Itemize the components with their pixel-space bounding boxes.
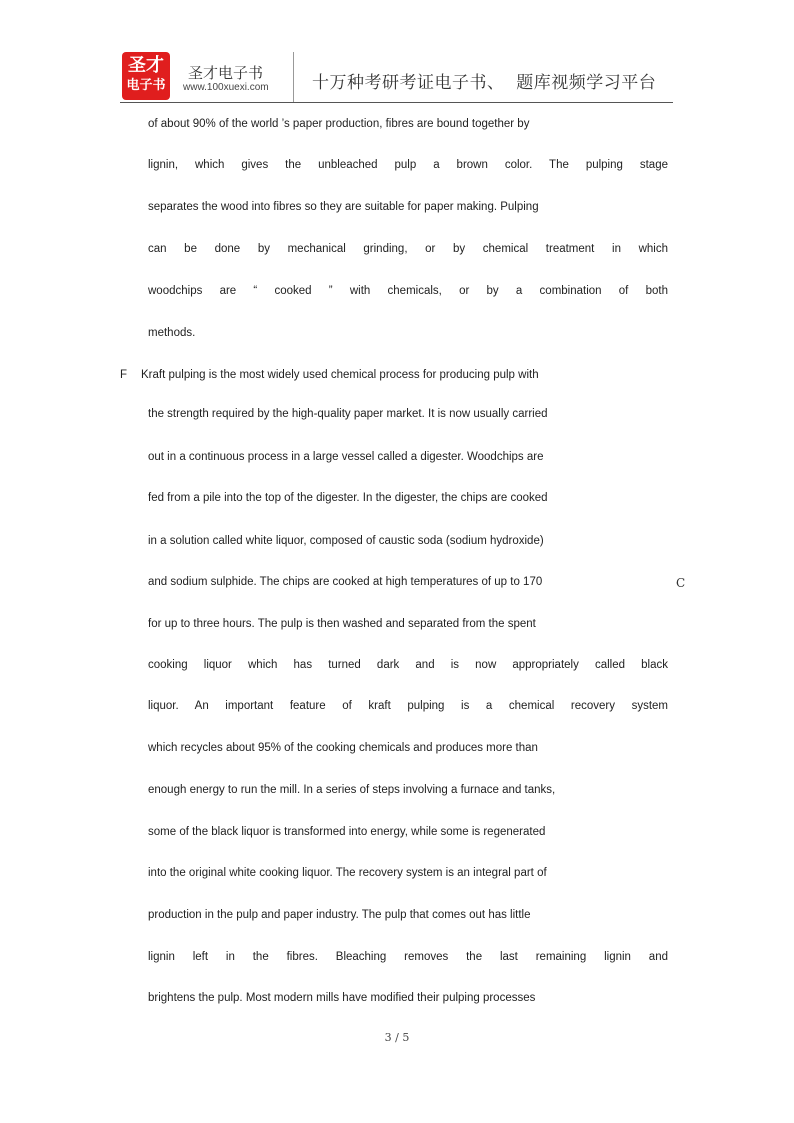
text-line: cooking liquor which has turned dark and is now appropriately called black — [148, 659, 668, 671]
text-line: lignin left in the fibres. Bleaching removes the last remaining lignin and — [148, 951, 668, 963]
brand-logo — [122, 52, 170, 100]
text-line: in a solution called white liquor, composed of caustic soda (sodium hydroxide) — [148, 535, 544, 547]
text-line: for up to three hours. The pulp is then washed and separated from the spent — [148, 618, 536, 630]
page-header — [120, 50, 673, 104]
text-line: and sodium sulphide. The chips are cooked at high temperatures of up to 170 — [148, 576, 543, 588]
text-line: woodchips are “ cooked ” with chemicals, or by a combination of both — [148, 285, 668, 297]
text-line: out in a continuous process in a large vessel called a digester. Woodchips are — [148, 451, 544, 463]
brand-url[interactable]: www.100xuexi.com — [183, 82, 269, 93]
text-line: can be done by mechanical grinding, or by chemical treatment in which — [148, 243, 668, 255]
text-line: fed from a pile into the top of the digester. In the digester, the chips are cooked — [148, 492, 548, 504]
temperature-unit: C — [676, 576, 686, 590]
brand-name: 圣才电子书 — [188, 64, 264, 82]
text-line: production in the pulp and paper industry. The pulp that comes out has little — [148, 909, 531, 921]
text-line: enough energy to run the mill. In a series of steps involving a furnace and tanks, — [148, 784, 556, 796]
text-line: brightens the pulp. Most modern mills have modified their pulping processes — [148, 992, 536, 1004]
header-rule — [120, 102, 673, 103]
text-line: into the original white cooking liquor. The recovery system is an integral part of — [148, 867, 547, 879]
text-line: some of the black liquor is transformed into energy, while some is regenerated — [148, 826, 546, 838]
text-line: the strength required by the high-quality paper market. It is now usually carried — [148, 408, 548, 420]
text-line: separates the wood into fibres so they are suitable for paper making. Pulping — [148, 201, 539, 213]
paragraph-marker: F — [120, 369, 128, 381]
page-number: 3 / 5 — [384, 1031, 410, 1044]
header-slogan: 十万种考研考证电子书、 题库视频学习平台 — [312, 73, 657, 93]
text-line: methods. — [148, 327, 196, 339]
text-line: Kraft pulping is the most widely used chemical process for producing pulp with — [141, 369, 539, 381]
text-line: liquor. An important feature of kraft pulping is a chemical recovery system — [148, 700, 668, 712]
text-line: lignin, which gives the unbleached pulp a brown color. The pulping stage — [148, 159, 668, 171]
text-line: which recycles about 95% of the cooking chemicals and produces more than — [148, 742, 538, 754]
logo-text-top: 圣才 — [128, 55, 164, 76]
logo-text-bottom: 电子书 — [126, 78, 166, 93]
header-divider — [293, 52, 294, 102]
text-line: of about 90% of the world ’s paper production, fibres are bound together by — [148, 118, 530, 130]
